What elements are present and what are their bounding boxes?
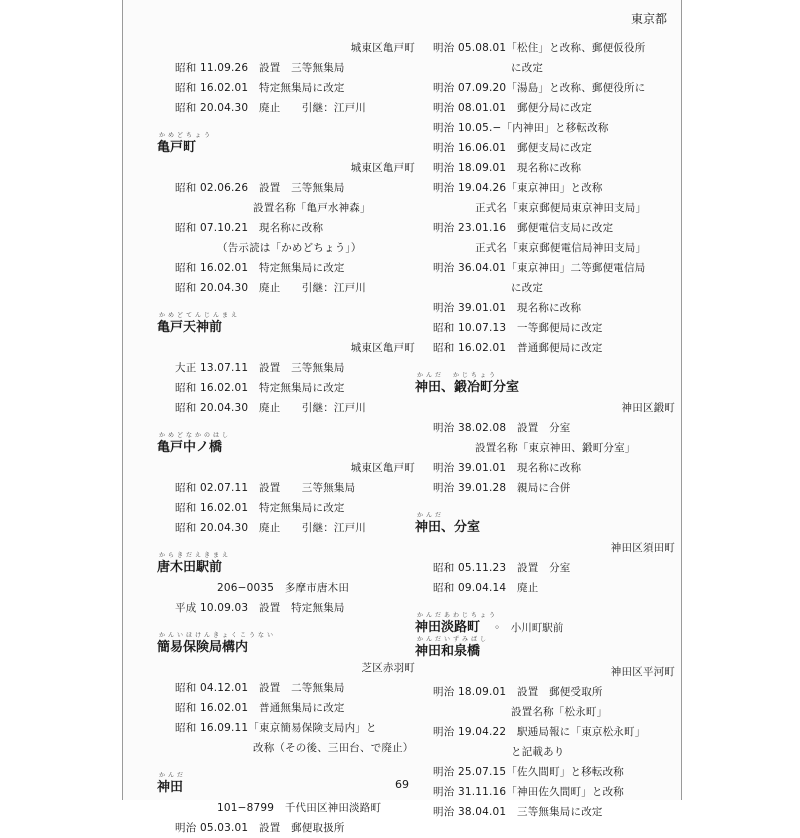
entry-line: 明治 23.01.16 郵便電信支局に改定 — [433, 222, 614, 234]
entry-line: 昭和 20.04.30 廃止 引継：江戸川 — [175, 522, 366, 534]
page-number: 69 — [395, 778, 409, 791]
entry-line: 明治 19.04.22 駅逓局報に「東京松永町」 — [433, 726, 646, 738]
entry-address: 城東区亀戸町 — [350, 462, 415, 474]
entry-line: 平成 10.09.03 設置 特定無集局 — [175, 602, 345, 614]
entry-line: 昭和 04.12.01 設置 二等無集局 — [175, 682, 345, 694]
left-column — [157, 38, 425, 838]
entry-title — [157, 634, 425, 658]
entry-line: 明治 19.04.26「東京神田」と改称 — [433, 182, 603, 194]
entry-title-text: 亀戸天神前 — [157, 320, 223, 335]
entry-line: 明治 39.01.28 親局に合併 — [433, 482, 571, 494]
entry-line: 明治 38.04.01 三等無集局に改定 — [433, 806, 603, 818]
spacer — [415, 498, 685, 514]
entry-line: 昭和 09.04.14 廃止 — [433, 582, 539, 594]
entry-title — [157, 554, 425, 578]
entry-address: 芝区赤羽町 — [361, 662, 415, 674]
entry-address: 城東区亀戸町 — [350, 342, 415, 354]
prefecture-header: 東京都 — [630, 12, 667, 26]
entry-title — [415, 638, 685, 662]
document-page — [122, 0, 682, 834]
entry-ruby: かんだ — [417, 512, 445, 519]
spacer — [157, 758, 425, 774]
entry-line: に改定 — [511, 62, 544, 74]
entry-address: 神田区鍛町 — [621, 402, 675, 414]
entry-line: 昭和 10.07.13 一等郵便局に改定 — [433, 322, 603, 334]
entry-line: に改定 — [511, 282, 544, 294]
entry-title-text: 神田淡路町 — [415, 620, 481, 635]
entry-address: 神田区平河町 — [610, 666, 675, 678]
entry-line: 昭和 02.06.26 設置 三等無集局 — [175, 182, 345, 194]
entry-address: 城東区亀戸町 — [350, 162, 415, 174]
entry-ruby: かんだ かじちょう — [417, 372, 499, 379]
entry-line: 正式名「東京郵便局東京神田支局」 — [475, 202, 647, 214]
entry-line: 明治 16.06.01 郵便支局に改定 — [433, 142, 592, 154]
entry-line: 明治 05.03.01 設置 郵便取扱所 — [175, 822, 345, 834]
entry-address: 神田区須田町 — [610, 542, 675, 554]
entry-line: 昭和 16.02.01 普通無集局に改定 — [175, 702, 345, 714]
entry-line: 昭和 20.04.30 廃止 引継：江戸川 — [175, 102, 366, 114]
entry-title-text: 神田、鍛冶町分室 — [415, 380, 520, 395]
entry-line: と記載あり — [511, 746, 565, 758]
right-column — [415, 38, 685, 822]
entry-line: 明治 07.09.20「湯島」と改称、郵便役所に — [433, 82, 646, 94]
entry-line: 正式名「東京郵便電信局神田支局」 — [475, 242, 647, 254]
entry-line: 昭和 16.02.01 特定無集局に改定 — [175, 502, 345, 514]
entry-ruby: かんいほけんきょくこうない — [159, 632, 277, 639]
entry-ruby: かんだ — [159, 772, 187, 779]
entry-line: 昭和 16.02.01 特定無集局に改定 — [175, 82, 345, 94]
entry-line: 設置名称「松永町」 — [511, 706, 608, 718]
entry-line: 明治 10.05.−「内神田」と移転改称 — [433, 122, 609, 134]
entry-line: 明治 25.07.15「佐久間町」と移転改称 — [433, 766, 624, 778]
entry-line: 明治 08.01.01 郵便分局に改定 — [433, 102, 592, 114]
entry-line: 明治 39.01.01 現名称に改称 — [433, 302, 582, 314]
entry-cross-reference: ◦ 小川町駅前 — [494, 622, 564, 634]
entry-line: 昭和 20.04.30 廃止 引継：江戸川 — [175, 402, 366, 414]
entry-title-text: 神田 — [157, 780, 184, 795]
entry-line: 明治 31.11.16「神田佐久間町」と改称 — [433, 786, 624, 798]
entry-address: 城東区亀戸町 — [350, 42, 415, 54]
entry-ruby: かんだあわじちょう — [417, 612, 499, 619]
entry-line: 明治 38.02.08 設置 分室 — [433, 422, 571, 434]
entry-line: 昭和 02.07.11 設置 三等無集局 — [175, 482, 356, 494]
entry-line: 昭和 16.02.01 普通郵便局に改定 — [433, 342, 603, 354]
entry-title — [157, 314, 425, 338]
entry-line: 大正 13.07.11 設置 三等無集局 — [175, 362, 345, 374]
entry-line: 明治 39.01.01 現名称に改称 — [433, 462, 582, 474]
entry-title — [415, 614, 685, 638]
entry-title-text: 亀戸中ノ橋 — [157, 440, 223, 455]
entry-title — [415, 514, 685, 538]
entry-line: 206−0035 多摩市唐木田 — [217, 582, 350, 594]
entry-title-text: 唐木田駅前 — [157, 560, 223, 575]
entry-title-text: 亀戸町 — [157, 140, 197, 155]
entry-line: 101−8799 千代田区神田淡路町 — [217, 802, 382, 814]
entry-ruby: かめどてんじんまえ — [159, 312, 241, 319]
entry-line: 設置名称「東京神田、鍛町分室」 — [475, 442, 636, 454]
entry-title-text: 簡易保険局構内 — [157, 640, 249, 655]
entry-title — [415, 374, 685, 398]
entry-line: 昭和 11.09.26 設置 三等無集局 — [175, 62, 345, 74]
entry-title — [157, 134, 425, 158]
entry-title — [157, 434, 425, 458]
entry-line: 昭和 16.09.11「東京簡易保険支局内」と — [175, 722, 377, 734]
entry-line: 明治 05.08.01「松住」と改称、郵便仮役所 — [433, 42, 646, 54]
entry-line: 設置名称「亀戸水神森」 — [253, 202, 371, 214]
entry-line: 明治 18.09.01 現名称に改称 — [433, 162, 582, 174]
entry-line: 昭和 07.10.21 現名称に改称 — [175, 222, 324, 234]
entry-ruby: かめどちょう — [159, 132, 214, 139]
entry-title-text: 神田和泉橋 — [415, 644, 481, 659]
entry-line: （告示読は「かめどちょう」） — [217, 242, 362, 254]
entry-ruby: かめどなかのはし — [159, 432, 232, 439]
entry-line: 改称（その後、三田台、で廃止） — [253, 742, 414, 754]
entry-line: 昭和 05.11.23 設置 分室 — [433, 562, 571, 574]
entry-ruby: かんだいずみばし — [417, 636, 490, 643]
entry-line: 昭和 20.04.30 廃止 引継：江戸川 — [175, 282, 366, 294]
entry-ruby: からきだえきまえ — [159, 552, 232, 559]
entry-line: 明治 36.04.01「東京神田」二等郵便電信局 — [433, 262, 646, 274]
entry-line: 昭和 16.02.01 特定無集局に改定 — [175, 382, 345, 394]
entry-title-text: 神田、分室 — [415, 520, 481, 535]
entry-line: 明治 18.09.01 設置 郵便受取所 — [433, 686, 603, 698]
entry-line: 昭和 16.02.01 特定無集局に改定 — [175, 262, 345, 274]
